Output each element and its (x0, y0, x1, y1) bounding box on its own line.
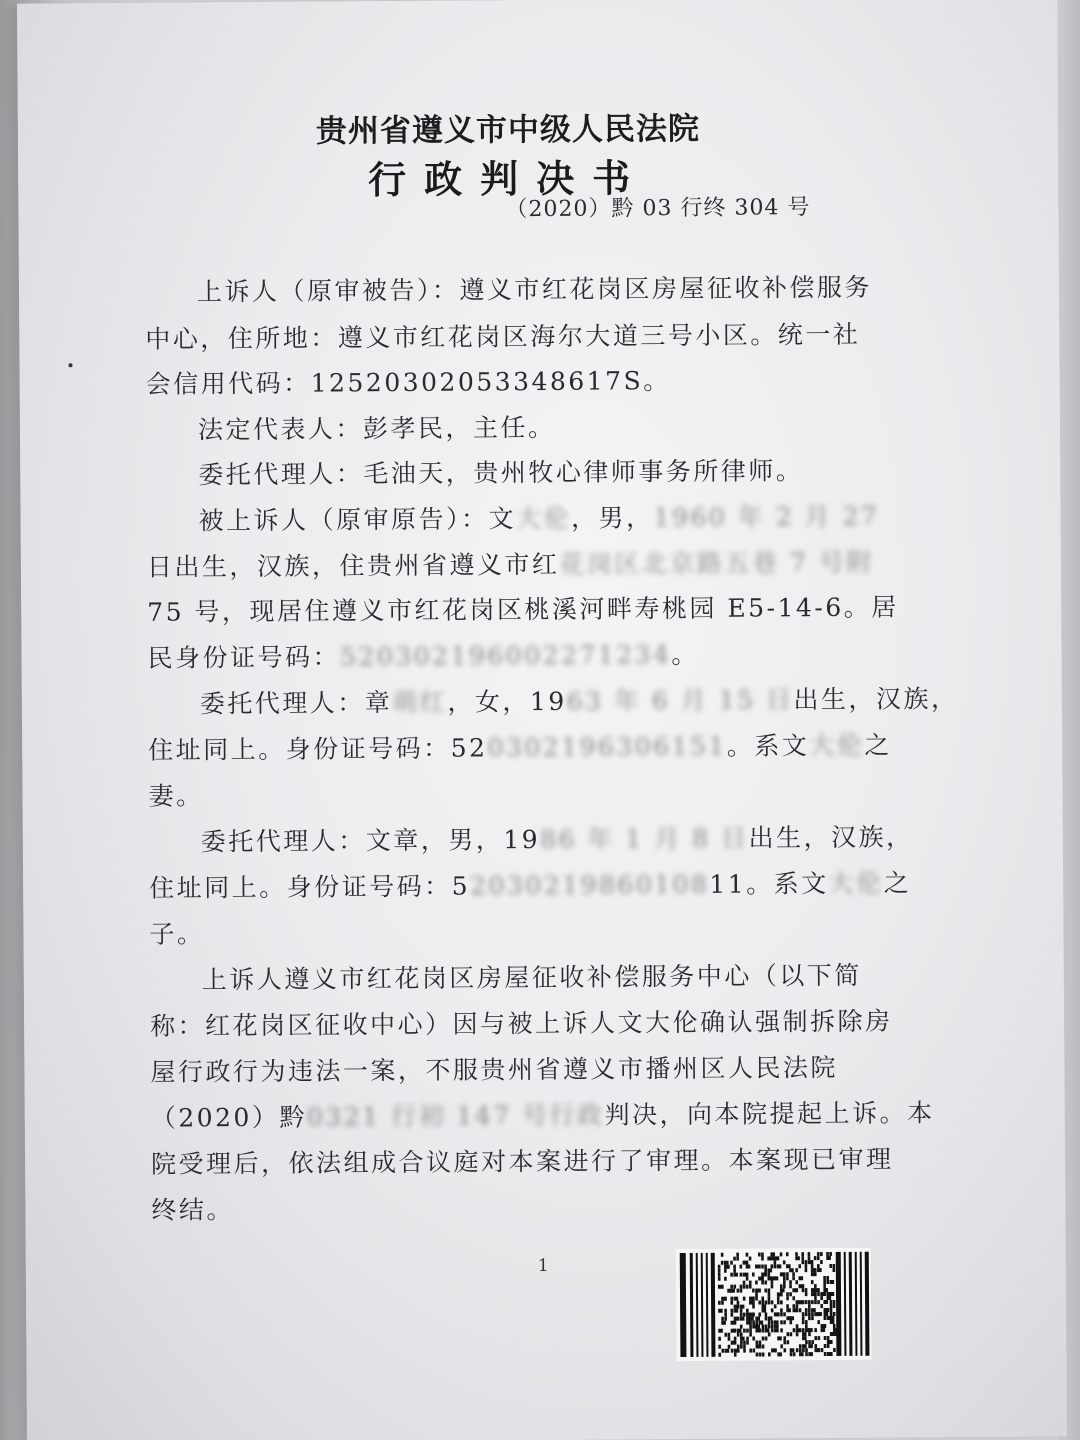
body-line: 被上诉人（原审原告）：文大伦，男，1960 年 2 月 27 (198, 497, 879, 538)
body-line: 75 号，现居住遵义市红花岗区桃溪河畔寿桃园 E5-14-6。居 (147, 592, 899, 627)
body-line: 子。 (149, 919, 205, 949)
body-line: 住址同上。身份证号码：520302196306151。系文大伦之 (148, 726, 892, 767)
document-title: 行政判决书 (368, 155, 649, 203)
court-title: 贵州省遵义市中级人民法院 (315, 110, 701, 150)
redacted-text: 大伦 (516, 503, 572, 534)
redacted-text: 63 年 6 月 15 日 (566, 685, 794, 716)
redacted-text: 520302196002271234 (339, 640, 672, 672)
body-line: 院受理后，依法组成合议庭对本案进行了审理。本案现已审理 (150, 1144, 894, 1179)
body-line: （2020）黔0321 行初 147 号行政判决，向本院提起上诉。本 (151, 1093, 935, 1134)
page-number: 1 (537, 1255, 549, 1277)
redacted-text: 萌红 (392, 687, 448, 718)
redacted-text: 86 年 1 月 8 日 (540, 823, 749, 855)
body-line: 上诉人遵义市红花岗区房屋征收补偿服务中心（以下简 (201, 960, 862, 995)
body-line: 住址同上。身份证号码：5203021986010811。系文大伦之 (149, 863, 911, 904)
body-line: 法定代表人：彭孝民，主任。 (197, 412, 556, 445)
redacted-text: 1960 年 2 月 27 (653, 501, 880, 533)
body-line: 委托代理人：章萌红，女，1963 年 6 月 15 日出生，汉族， (200, 679, 959, 720)
body-line: 称：红花岗区征收中心）因与被上诉人文大伦确认强制拆除房 (150, 1006, 893, 1041)
body-line: 终结。 (151, 1195, 235, 1225)
body-line: 妻。 (148, 781, 204, 811)
body-line: 日出生，汉族，住贵州省遵义市红花岗区北京路五巷 7 号附 (147, 543, 874, 584)
redacted-text: 0302196306151 (487, 731, 727, 763)
body-line: 上诉人（原审被告）：遵义市红花岗区房屋征收补偿服务 (196, 272, 873, 307)
barcode-graphic (676, 1248, 872, 1361)
body-line: 委托代理人：毛油天，贵州牧心律师事务所律师。 (198, 456, 804, 490)
body-line: 民身份证号码：520302196002271234。 (147, 639, 699, 673)
document-page (17, 0, 1067, 1440)
pdf417-barcode (676, 1248, 872, 1361)
body-line: 屋行政行为违法一案，不服贵州省遵义市播州区人民法院 (150, 1052, 839, 1087)
redacted-text: 大伦 (809, 730, 865, 761)
redacted-text: 0321 行初 147 号行政 (306, 1100, 605, 1132)
redacted-text: 2030219860108 (469, 869, 710, 901)
body-line: 中心，住所地：遵义市红花岗区海尔大道三号小区。统一社 (145, 319, 861, 354)
redacted-text: 花岗区北京路五巷 7 号附 (559, 547, 874, 579)
body-line: 会信用代码：12520302053348617S。 (145, 366, 671, 399)
body-line: 委托代理人：文章，男，1986 年 1 月 8 日出生，汉族， (201, 817, 914, 858)
punch-mark (68, 363, 72, 367)
redacted-text: 大伦 (828, 868, 884, 899)
case-number: （2020）黔 03 行终 304 号 (505, 195, 811, 223)
